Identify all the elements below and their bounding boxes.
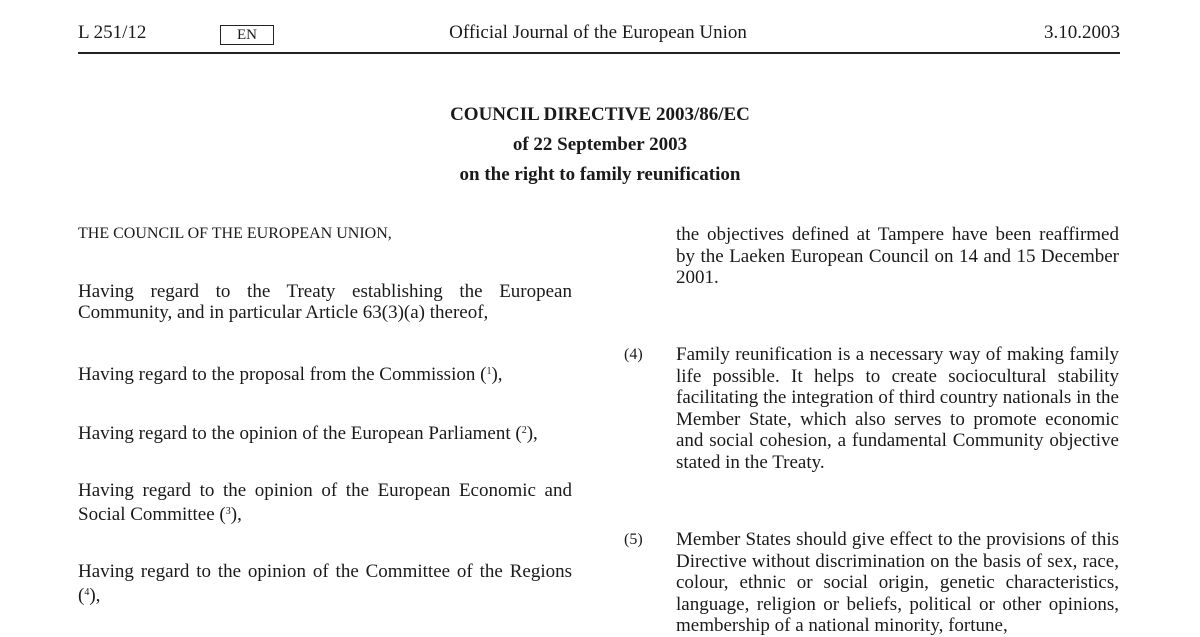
citation-parliament: Having regard to the opinion of the European Parliament ($^2$), — [78, 423, 538, 444]
directive-title — [0, 100, 1200, 190]
language-badge: EN — [220, 25, 274, 45]
citation-esc: Having regard to the opinion of the European Economic and Social Committee ($^3$), — [78, 480, 572, 525]
directive-subject: on the right to family reunification — [459, 164, 741, 185]
directive-date: of 22 September 2003 — [512, 134, 688, 155]
recital-4: Family reunification is a necessary way of making family life possible. It helps to create sociocultural stability facilitating the integration of third country nationals in the Member State, which also serves to promote economic and social cohesion, a fundamental Community objective stated in the Treaty. — [676, 344, 1119, 473]
page-reference: L 251/12 — [78, 22, 147, 43]
directive-number: COUNCIL DIRECTIVE 2003/86/EC — [450, 104, 750, 125]
journal-title: Official Journal of the European Union — [449, 22, 747, 43]
citation-commission: Having regard to the proposal from the Commission ($^1$), — [78, 364, 503, 385]
citation-treaty: Having regard to the Treaty establishing the European Community, and in particular Article 63(3)(a) thereof, — [78, 281, 572, 323]
recital-number-4: (4) — [624, 346, 643, 363]
recital-5: Member States should give effect to the provisions of this Directive without discrimination on the basis of sex, race, colour, ethnic or social origin, genetic characteristics, language, religion or beliefs, political or other opinions, membership of a national minority, fortune, — [676, 529, 1119, 636]
preamble-heading: THE COUNCIL OF THE EUROPEAN UNION, — [78, 225, 392, 242]
publication-date: 3.10.2003 — [1044, 22, 1120, 43]
recital-continuation: the objectives defined at Tampere have been reaffirmed by the Laeken European Council on 14 and 15 December 2001. — [676, 224, 1119, 288]
journal-header — [78, 22, 1120, 54]
recital-number-5: (5) — [624, 531, 643, 548]
citation-regions: Having regard to the opinion of the Committee of the Regions ($^4$), — [78, 561, 572, 606]
